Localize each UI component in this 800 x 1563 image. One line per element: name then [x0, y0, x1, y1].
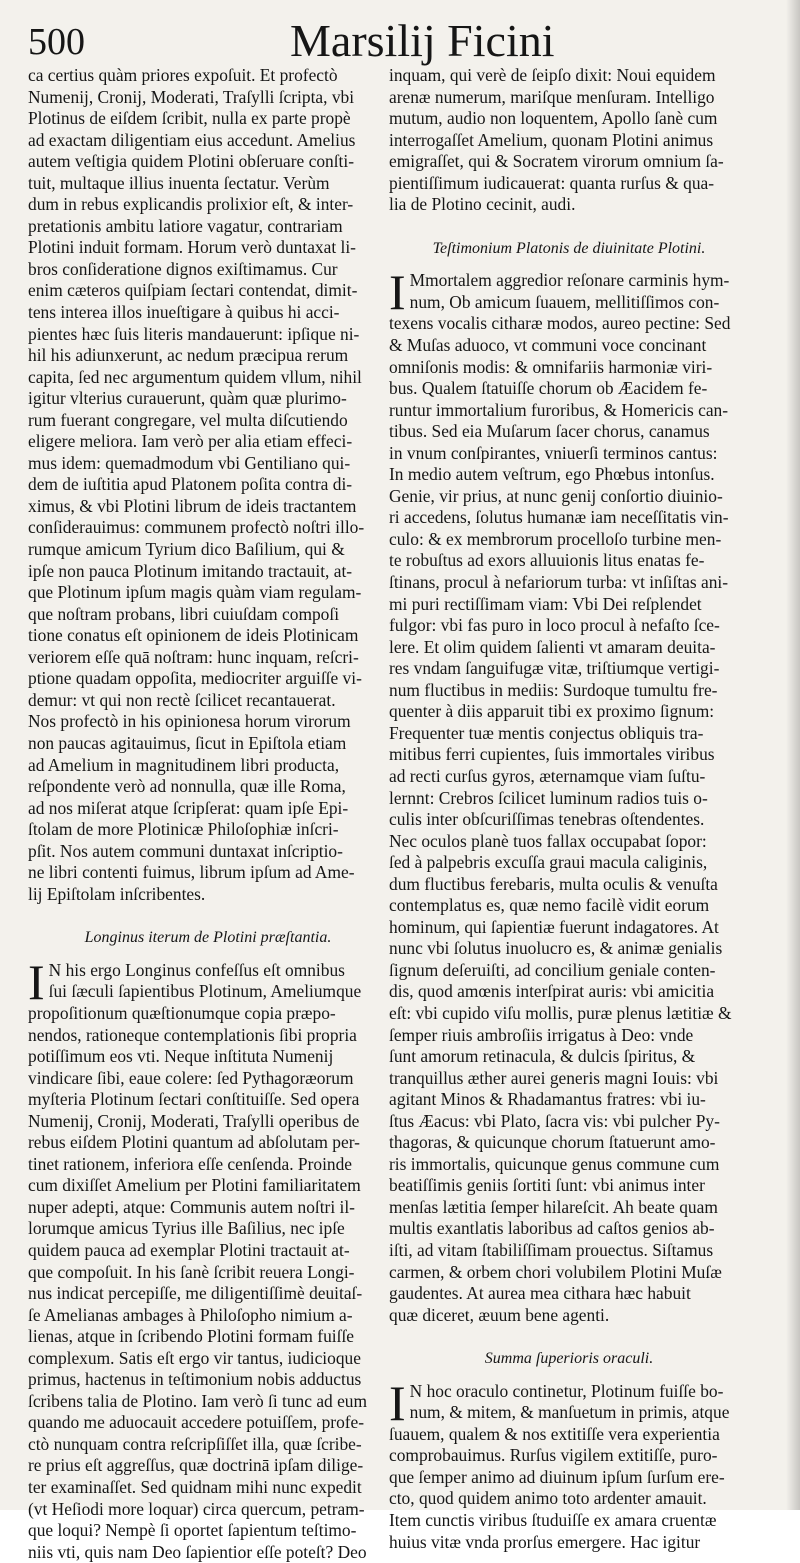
page-edge-shadow	[786, 0, 800, 1510]
page-number: 500	[28, 21, 85, 63]
drop-cap: I	[389, 264, 406, 321]
section-heading: Longinus iterum de Plotini præſtantia.	[84, 929, 332, 947]
drop-cap: I	[389, 1374, 406, 1431]
section-heading: Summa ſuperioris oraculi.	[484, 1350, 654, 1368]
left-column	[28, 65, 388, 1563]
paragraph: ca certius quàm priores expoſuit. Et profectò Numenij, Cronij, Moderati, Traſylli ſcripta, vbi Plotinus de eiſdem ſcribit, nulla ex parte propè ad exactam diligentiam eius accedunt. Amelius autem veſtigia quidem Plotini obſeruare conſti- tuit, multaque illius inuenta ſectatur. Verùm dum in rebus explicandis prolixior eſt, & inter- pretationis ambitu latiore vagatur, contrariam Plotini induit formam. Horum verò duntaxat li- bros conſideratione dignos exiſtimamus. Cur enim cæteros quiſpiam ſectari contendat, dimit- tens interea illos inueſtigare à quibus hi acci- pientes hæc ſuis literis mandauerunt: ipſique ni- hil his adiunxerunt, ac nedum præcipua rerum capita, ſed nec argumentum quidem vllum, nihil igitur vlterius curauerunt, quàm quæ plurimo- rum fuerant congregare, vel multa diſcutiendo eligere meliora. Iam verò per alia etiam effeci- mus idem: quemadmodum vbi Gentiliano qui- dem de iuſtitia apud Platonem poſita contra di- ximus, & vbi Plotini librum de ideis tractantem conſiderauimus: communem profectò noſtri illo- rumque amicum Tyrium dico Baſilium, qui & ipſe non pauca Plotinum imitando tractauit, at- que Plotinum ipſum magis quàm viam regulam- que noſtram probans, libri cuiuſdam compoſi tione conatus eſt opinionem de ideis Plotinicam veriorem eſſe quā noſtram: hunc inquam, reſcri- ptione quadam oppoſita, mediocriter arguiſſe vi- demur: vt qui non rectè ſcilicet recantauerat. Nos profectò in his opinionesa horum virorum non paucas agitauimus, ſicut in Epiſtola etiam ad Amelium in magnitudinem libri producta, reſpondente verò ad nonnulla, quæ ille Roma, ad nos miſerat atque ſcripſerat: quam ipſe Epi- ſtolam de more Plotinicæ Philoſophiæ inſcri- pſit. Nos autem communi duntaxat inſcriptio- ne libri contenti fuimus, librum ipſum ad Ame- lij Epiſtolam inſcribentes.	[28, 65, 365, 904]
paragraph: N his ergo Longinus confeſſus eſt omnibus ſui ſæculi ſapientibus Plotinum, Ameliumque propoſitionum quæſtionumque copia præpo- nendos, rationeque contemplationis ſibi propria potiſſimum eos vti. Neque inſtituta Numenij vindicare ſibi, eaue colere: ſed Pythagoræorum myſteria Plotinum ſectari conſtituiſſe. Sed opera Numenij, Cronij, Moderati, Traſylli operibus de rebus eiſdem Plotini quantum ad abſolutam per- tinet rationem, inferiora eſſe cenſenda. Proinde cum dixiſſet Amelium per Plotini familiaritatem nuper adepti, atque: Communis autem noſtri il- lorumque amicus Tyrius ille Baſilius, nec ipſe quidem pauca ad exemplar Plotini tractauit at- que compoſuit. In his ſanè ſcribit reuera Longi- nus indicat percepiſſe, me diligentiſſimè deuitaſ- ſe Amelianas ambages à Philoſopho nimium a- lienas, atque in ſcribendo Plotini formam fuiſſe complexum. Satis eſt ergo vir tantus, iudicioque primus, hactenus in teſtimonium nobis adductus ſcribens talia de Plotino. Iam verò ſi tunc ad eum quando me aduocauit accedere potuiſſem, profe- ctò nunquam contra reſcripſiſſet illa, quæ ſcribe- re prius eſt aggreſſus, quæ doctrinā ipſam dilige- ter examinaſſet. Sed quidnam mihi nunc expedit (vt Heſiodi more loquar) circa quercum, petram- que loqui? Nempè ſi oportet ſapientum teſtimo- niis vti, quis nam Deo ſapientior eſſe poteſt? Deo	[28, 959, 368, 1562]
right-column	[389, 65, 749, 1553]
section-heading: Teſtimonium Platonis de diuinitate Plotini.	[432, 239, 706, 257]
paragraph: N hoc oraculo continetur, Plotinum fuiſſe bo- num, & mitem, & manſuetum in primis, atque ſuauem, qualem & nos extitiſſe vera experientia comprobauimus. Rurſus vigilem extitiſſe, puro- que ſemper animo ad diuinum ipſum ſurſum ere- ctο, quod quidem animo toto ardenter amauit. Item cunctis viribus ſtuduiſſe ex amara cruentæ huius vitæ vnda prorſus emergere. Hac igitur	[389, 1380, 730, 1552]
paragraph: Mmortalem aggredior reſonare carminis hym- num, Ob amicum ſuauem, mellitiſſimos con- texens vocalis citharæ modos, aureo pectine: Sed & Muſas aduoco, vt communi voce concinant omniſonis modis: & omnifariis harmoniæ viri- bus. Qualem ſtatuiſſe chorum ob Æacidem fe- runtur immortalium furoribus, & Homericis can- tibus. Sed eia Muſarum ſacer chorus, canamus in vnum conſpirantes, vniuerſi terminos cantus: In medio autem veſtrum, ego Phœbus intonſus. Genie, vir prius, at nunc genij conſortio diuinio- ri accedens, ſolutus humanæ iam neceſſitatis vin- culo: & ex membrorum procelloſo turbine men- te robuſtus ad exors alluuionis litus enatas fe- ſtinans, procul à nefariorum turba: vt inſiſtas ani- mi puri rectiſſimam viam: Vbi Dei reſplendet fulgor: vbi fas puro in loco procul à nefaſto ſce- lere. Et olim quidem ſalienti vt amaram deuita- res vndam ſanguifugæ vitæ, triſtiumque vertigi- num fluctibus in mediis: Surdoque tumultu fre- quenter à diis apparuit tibi ex proximo ſignum: Frequenter tuæ mentis conjectus obliquis tra- mitibus ferri cupientes, ſuis immortales viribus ad recti curſus gyros, æternamque viam ſuſtu- lernnt: Crebros ſcilicet luminum radios tuis o- culis inter obſcuriſſimas tenebras oſtendentes. Nec oculos planè tuos fallax occupabat ſopor: ſed à palpebris excuſſa graui macula caliginis, dum fluctibus ferebaris, multa oculis & venuſta contemplatus es, quæ nemo facilè vidit eorum hominum, qui ſapientiæ fuerunt indagatores. At nunc vbi ſolutus inuolucro es, & animæ genialis ſignum deſeruiſti, ad concilium geniale conten- dis, quod amœnis interſpirat auris: vbi amicitia eſt: vbi cupido viſu mollis, puræ plenus lætitiæ & ſemper riuis ambroſiis irrigatus à Deo: vnde ſunt amorum retinacula, & dulcis ſpiritus, & tranquillus æther aurei generis magni Iouis: vbi agitant Minos & Rhadamantus fratres: vbi iu- ſtus Æacus: vbi Plato, ſacra vis: vbi pulcher Py- thagoras, & quicunque chorum ſtatuerunt amo- ris immortalis, quicunque genus commune cum beatiſſimis geniis ſortiti ſunt: vbi animus inter menſas lætitia ſemper hilareſcit. Ah beate quam multis exantlatis laboribus ad caſtos genios ab- iſti, ad vitam ſtabiliſſimam prouectus. Siſtamus carmen, & orbem chori volubilem Plotini Muſæ gaudentes. At aurea mea cithara hæc habuit quæ diceret, æuum bene agenti.	[389, 270, 732, 1325]
running-head: Marsilij Ficini	[290, 15, 555, 66]
paragraph: inquam, qui verè de ſeipſo dixit: Noui equidem arenæ numerum, mariſque menſuram. Intelligo mutum, audio non loquentem, Apollo ſanè cum interrogaſſet Amelium, quonam Plotini animus emigraſſet, qui & Socratem virorum omnium ſa- pientiſſimum iudicauerat: quanta rurſus & qua- lia de Plotino cecinit, audi.	[389, 65, 724, 215]
drop-cap: I	[28, 953, 45, 1010]
